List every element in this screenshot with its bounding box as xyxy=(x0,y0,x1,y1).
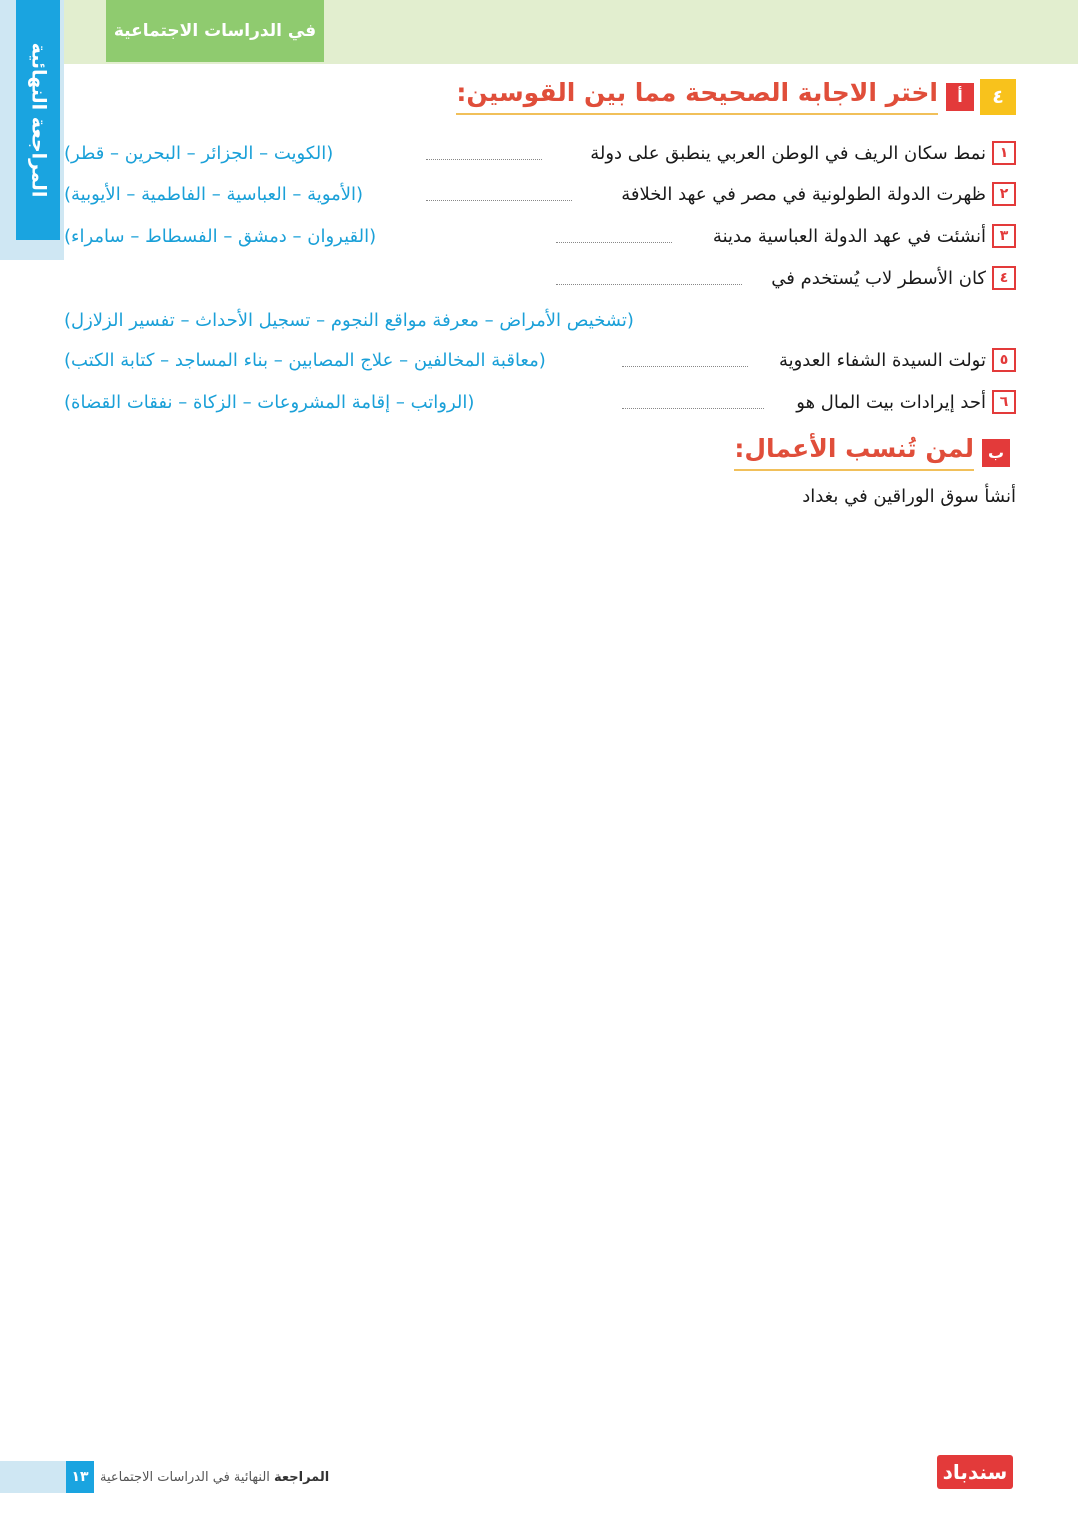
section-a-title: اختر الاجابة الصحيحة مما بين القوسين: xyxy=(456,78,938,115)
section-b-item: أنشأ سوق الوراقين في بغداد xyxy=(802,486,1016,507)
answer-options: (الكويت – الجزائر – البحرين – قطر) xyxy=(64,142,334,164)
question-stem xyxy=(771,262,1016,294)
question-stem xyxy=(590,137,1016,169)
question-text: ظهرت الدولة الطولونية في مصر في عهد الخلافة xyxy=(621,183,986,205)
answer-options: (تشخيص الأمراض – معرفة مواقع النجوم – تسجيل الأحداث – تفسير الزلازل) xyxy=(64,309,634,331)
question-row xyxy=(64,220,1016,252)
question-number: ٢ xyxy=(992,182,1016,206)
section-b-heading xyxy=(734,434,1016,471)
section-letter-badge: ب xyxy=(982,439,1010,467)
question-stem xyxy=(621,178,1016,210)
section-letter-badge: أ xyxy=(946,83,974,111)
answer-blank[interactable] xyxy=(622,366,748,367)
question-row xyxy=(64,344,1016,376)
answer-blank[interactable] xyxy=(556,242,672,243)
section-number-badge: ٤ xyxy=(980,79,1016,115)
question-text: أحد إيرادات بيت المال هو xyxy=(796,391,986,413)
section-b-title: لمن تُنسب الأعمال: xyxy=(734,434,974,471)
question-row xyxy=(64,386,1016,418)
answer-blank[interactable] xyxy=(556,284,742,285)
footer-title-rest: النهائية في الدراسات الاجتماعية xyxy=(100,1469,270,1485)
answer-options: (القيروان – دمشق – الفسطاط – سامراء) xyxy=(64,225,377,247)
question-stem xyxy=(796,386,1016,418)
question-row xyxy=(64,262,1016,294)
question-row xyxy=(64,137,1016,169)
question-number: ٣ xyxy=(992,224,1016,248)
question-text: أنشئت في عهد الدولة العباسية مدينة xyxy=(712,225,986,247)
header-tab: في الدراسات الاجتماعية xyxy=(106,0,324,62)
question-row xyxy=(64,178,1016,210)
page-number: ١٣ xyxy=(66,1461,94,1493)
question-stem xyxy=(713,220,1016,252)
section-a-heading xyxy=(456,78,1016,115)
question-number: ٦ xyxy=(992,390,1016,414)
answer-options: (الأموية – العباسية – الفاطمية – الأيوبية) xyxy=(64,183,364,205)
answer-blank[interactable] xyxy=(622,408,764,409)
side-label: المراجعة النهائية xyxy=(27,42,50,198)
question-stem xyxy=(779,344,1016,376)
question-number: ٤ xyxy=(992,266,1016,290)
footer-title-bold: المراجعة xyxy=(274,1469,330,1485)
question-text: كان الأسطر لاب يُستخدم في xyxy=(771,267,986,289)
question-number: ١ xyxy=(992,141,1016,165)
footer-title xyxy=(100,1461,329,1493)
options-row xyxy=(64,304,1016,336)
answer-options: (الرواتب – إقامة المشروعات – الزكاة – نفقات القضاة) xyxy=(64,391,475,413)
footer-band xyxy=(0,1461,66,1493)
question-number: ٥ xyxy=(992,348,1016,372)
question-text: نمط سكان الريف في الوطن العربي ينطبق على دولة xyxy=(590,142,986,164)
side-label-box xyxy=(16,0,60,240)
answer-options: (معاقبة المخالفين – علاج المصابين – بناء المساجد – كتابة الكتب) xyxy=(64,349,546,371)
question-text: تولت السيدة الشفاء العدوية xyxy=(778,349,986,371)
brand-logo: سندباد xyxy=(937,1455,1013,1489)
answer-blank[interactable] xyxy=(426,159,542,160)
answer-blank[interactable] xyxy=(426,200,572,201)
